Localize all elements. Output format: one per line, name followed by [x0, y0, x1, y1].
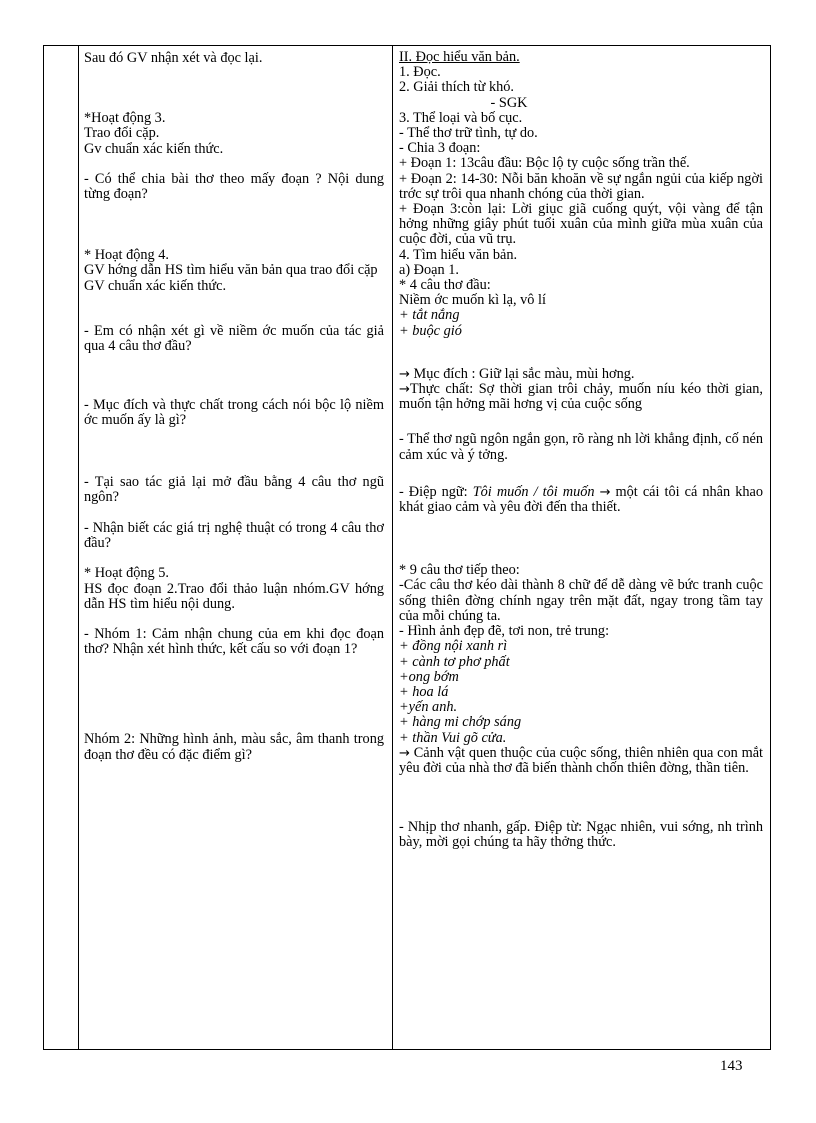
right-line: + cành tơ phơ phất — [399, 653, 510, 670]
left-line: HS đọc đoạn 2.Trao đổi thảo luận nhóm.GV hớng dẫn HS tìm hiểu nội dung. — [84, 580, 384, 612]
right-line: + hàng mi chớp sáng — [399, 714, 522, 731]
right-text: một cái tôi cá nhân khao khát giao cảm và yêu đời đến tha thiết. — [399, 483, 764, 516]
right-line — [399, 746, 763, 776]
right-line: - SGK — [490, 94, 528, 111]
right-line — [399, 485, 763, 515]
column-divider-2 — [392, 46, 393, 1049]
lesson-table — [43, 45, 771, 1050]
right-text-italic: Tôi muốn / tôi muốn — [472, 483, 595, 500]
right-line: * 9 câu thơ tiếp theo: — [399, 562, 520, 579]
right-line: 3. Thể loại và bố cục. — [399, 109, 523, 126]
right-line — [399, 382, 763, 412]
right-line: a) Đoạn 1. — [399, 261, 459, 278]
teacher-activities-column — [84, 46, 384, 763]
right-line: +ong bớm — [399, 668, 459, 685]
right-line: - Nhịp thơ nhanh, gấp. Điệp từ: Ngạc nhiên, vui sớng, nh trình bày, mời gọi chúng ta hãy thởng thức. — [399, 819, 763, 851]
right-line: 1. Đọc. — [399, 64, 441, 81]
activity-heading: * Hoạt động 5. — [84, 565, 169, 582]
group-question: - Nhóm 1: Cảm nhận chung của em khi đọc đoạn thơ? Nhận xét hình thức, kết cấu so với đoạn 1? — [84, 626, 384, 658]
left-line: Sau đó GV nhận xét và đọc lại. — [84, 50, 263, 66]
right-line: 4. Tìm hiểu văn bản. — [399, 246, 518, 263]
left-line: GV hớng dẫn HS tìm hiểu văn bản qua trao đổi cặp — [84, 262, 378, 279]
left-line: Trao đổi cặp. — [84, 125, 160, 142]
right-line: -Các câu thơ kéo dài thành 8 chữ để dễ dàng vẽ bức tranh cuộc sống thiên đờng chính ngay trên mặt đất, ngay trong tầm tay của mỗi chúng ta. — [399, 577, 763, 624]
arrow-right-icon: → — [599, 484, 611, 500]
right-line: + tắt nắng — [399, 307, 460, 324]
right-line: * 4 câu thơ đầu: — [399, 277, 491, 294]
right-line: Niềm ớc muốn kì lạ, vô lí — [399, 292, 546, 309]
right-line: - Chia 3 đoạn: — [399, 140, 481, 157]
right-text: Mục đích : Giữ lại sắc màu, mùi hơng. — [413, 365, 635, 382]
right-line: + Đoạn 3:còn lại: Lời giục giã cuống quýt, vội vàng để tận hởng những giây phút tuổi xuân của mình giữa mùa xuân của cuộc đời, của vũ trụ. — [399, 201, 763, 248]
question: - Nhận biết các giá trị nghệ thuật có trong 4 câu thơ đầu? — [84, 520, 384, 552]
right-line: + Đoạn 1: 13câu đầu: Bộc lộ ty cuộc sống trần thế. — [399, 155, 690, 172]
right-line: 2. Giải thích từ khó. — [399, 79, 514, 96]
right-line: - Thể thơ ngũ ngôn ngắn gọn, rõ ràng nh lời khẳng định, cố nén cảm xúc và ý tởng. — [399, 431, 763, 463]
right-line: + hoa lá — [399, 683, 449, 700]
arrow-right-icon: → — [399, 366, 410, 382]
right-line: + đồng nội xanh rì — [399, 638, 508, 655]
question: - Tại sao tác giả lại mở đầu bằng 4 câu thơ ngũ ngôn? — [84, 473, 384, 505]
column-divider-1 — [78, 46, 79, 1049]
left-line: Gv chuẩn xác kiến thức. — [84, 140, 224, 157]
right-text: Thực chất: Sợ thời gian trôi chảy, muốn níu kéo thời gian, muốn tận hởng mãi hơng vị của cuộc sống — [399, 381, 763, 413]
right-line: + buộc gió — [399, 322, 462, 339]
group-question: Nhóm 2: Những hình ảnh, màu sắc, âm thanh trong đoạn thơ đều có đặc điểm gì? — [84, 731, 384, 763]
right-line: - Thể thơ trữ tình, tự do. — [399, 125, 538, 142]
right-line — [399, 367, 763, 382]
right-text: - Điệp ngữ: — [399, 483, 473, 500]
question: - Có thể chia bài thơ theo mấy đoạn ? Nội dung từng đoạn? — [84, 170, 384, 203]
content-column — [399, 46, 763, 851]
right-text: Cảnh vật quen thuộc của cuộc sống, thiên nhiên qua con mắt yêu đời của nhà thơ đã biến thành chốn thiên đờng, thần tiên. — [399, 744, 764, 776]
arrow-right-icon: → — [399, 382, 410, 398]
page-number: 143 — [720, 1058, 743, 1074]
left-line: GV chuẩn xác kiến thức. — [84, 277, 227, 294]
right-line: +yến anh. — [399, 699, 458, 716]
arrow-right-icon: → — [399, 745, 410, 761]
question: - Mục đích và thực chất trong cách nói bộc lộ niềm ớc muốn ấy là gì? — [84, 397, 384, 429]
section-heading: II. Đọc hiểu văn bản. — [399, 49, 520, 65]
right-line: + Đoạn 2: 14-30: Nỗi băn khoăn về sự ngắn ngủi của kiếp ngời trớc sự trôi qua nhanh chóng của thời gian. — [399, 170, 763, 202]
right-line: - Hình ảnh đẹp đẽ, tơi non, trẻ trung: — [399, 623, 610, 640]
activity-heading: *Hoạt động 3. — [84, 110, 166, 127]
question: - Em có nhận xét gì về niềm ớc muốn của tác giả qua 4 câu thơ đầu? — [84, 322, 384, 355]
activity-heading: * Hoạt động 4. — [84, 247, 169, 264]
right-line: + thần Vui gõ cửa. — [399, 729, 507, 746]
